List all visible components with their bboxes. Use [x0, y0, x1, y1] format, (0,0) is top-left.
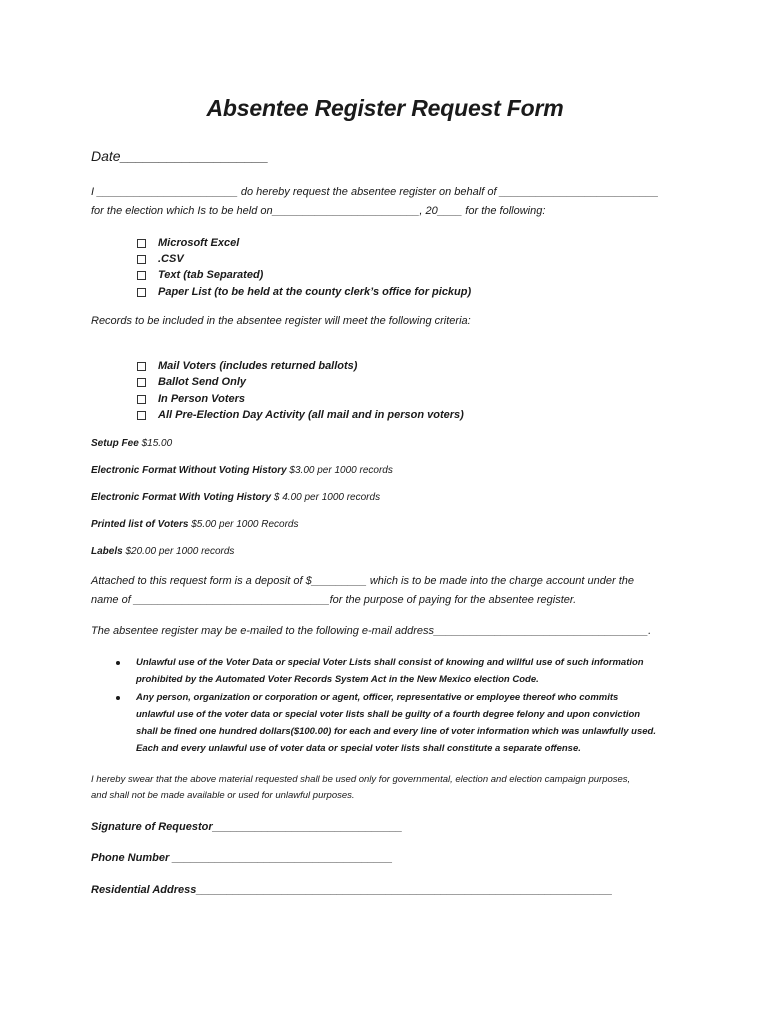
warning-line: prohibited by the Automated Voter Records System Act in the New Mexico election Code. [136, 674, 539, 685]
fee-value: $3.00 per 1000 records [286, 465, 393, 476]
format-option-label: .CSV [158, 253, 184, 265]
criteria-option-label: Mail Voters (includes returned ballots) [158, 360, 358, 372]
bullet-icon [116, 696, 120, 700]
warning-line: shall be fined one hundred dollars($100.00) for each and every line of voter information which was unlawfully used. [136, 726, 656, 737]
fee-label: Setup Fee [91, 438, 139, 449]
format-option-label: Paper List (to be held at the county clerk’s office for pickup) [158, 286, 472, 298]
oath-line-2: and shall not be made available or used for unlawful purposes. [91, 790, 355, 801]
email-address-field[interactable]: The absentee register may be e-mailed to the following e-mail address___________________________________. [91, 625, 652, 637]
signature-field[interactable]: Signature of Requestor_______________________________ [91, 821, 403, 833]
bullet-icon [116, 661, 120, 665]
criteria-checkbox-mail[interactable] [137, 362, 146, 371]
residential-address-field[interactable]: Residential Address____________________________________________________________________ [91, 884, 613, 896]
fee-value: $20.00 per 1000 records [122, 546, 235, 557]
warning-line: Unlawful use of the Voter Data or special Voter Lists shall consist of knowing and willful use of such information [136, 657, 644, 668]
format-checkbox-paper[interactable] [137, 288, 146, 297]
fee-value: $5.00 per 1000 Records [188, 519, 299, 530]
criteria-option-label: All Pre-Election Day Activity (all mail and in person voters) [158, 409, 464, 421]
fee-value: $ 4.00 per 1000 records [271, 492, 381, 503]
warning-line: Any person, organization or corporation or agent, officer, representative or employee thereof who commits [136, 692, 619, 703]
criteria-option-label: Ballot Send Only [158, 376, 247, 388]
fee-row [91, 465, 393, 476]
format-checkbox-text[interactable] [137, 271, 146, 280]
warning-line: Each and every unlawful use of voter data or special voter lists shall constitute a separate offense. [136, 743, 581, 754]
request-line-1[interactable]: I _______________________ do hereby request the absentee register on behalf of __________________________ [91, 186, 659, 198]
fee-label: Printed list of Voters [91, 519, 189, 530]
phone-number-field[interactable]: Phone Number ____________________________________ [91, 852, 393, 864]
fee-row [91, 519, 299, 530]
warning-line: unlawful use of the voter data or special voter lists shall be guilty of a fourth degree felony and upon conviction [136, 709, 641, 720]
date-field[interactable]: Date___________________ [91, 148, 269, 164]
criteria-checkbox-in-person[interactable] [137, 395, 146, 404]
fee-label: Electronic Format With Voting History [91, 492, 272, 503]
criteria-intro: Records to be included in the absentee register will meet the following criteria: [91, 315, 471, 327]
criteria-option-label: In Person Voters [158, 393, 246, 405]
deposit-line-2[interactable]: name of ________________________________for the purpose of paying for the absentee register. [91, 594, 577, 606]
format-option-label: Text (tab Separated) [158, 269, 264, 281]
form-title: Absentee Register Request Form [206, 95, 564, 121]
oath-line-1: I hereby swear that the above material requested shall be used only for governmental, election and election campaign purposes, [91, 774, 631, 785]
fee-label: Labels [91, 546, 123, 557]
format-checkbox-excel[interactable] [137, 239, 146, 248]
fee-value: $15.00 [138, 438, 173, 449]
fee-label: Electronic Format Without Voting History [91, 465, 287, 476]
format-checkbox-csv[interactable] [137, 255, 146, 264]
fee-row [91, 438, 172, 449]
deposit-line-1[interactable]: Attached to this request form is a deposit of $_________ which is to be made into the charge account under the [91, 575, 635, 587]
fee-row [91, 546, 234, 557]
format-option-label: Microsoft Excel [158, 237, 240, 249]
criteria-checkbox-pre-election[interactable] [137, 411, 146, 420]
fee-row [91, 492, 380, 503]
request-line-2[interactable]: for the election which Is to be held on________________________, 20____ for the following: [91, 205, 546, 217]
criteria-checkbox-ballot[interactable] [137, 378, 146, 387]
